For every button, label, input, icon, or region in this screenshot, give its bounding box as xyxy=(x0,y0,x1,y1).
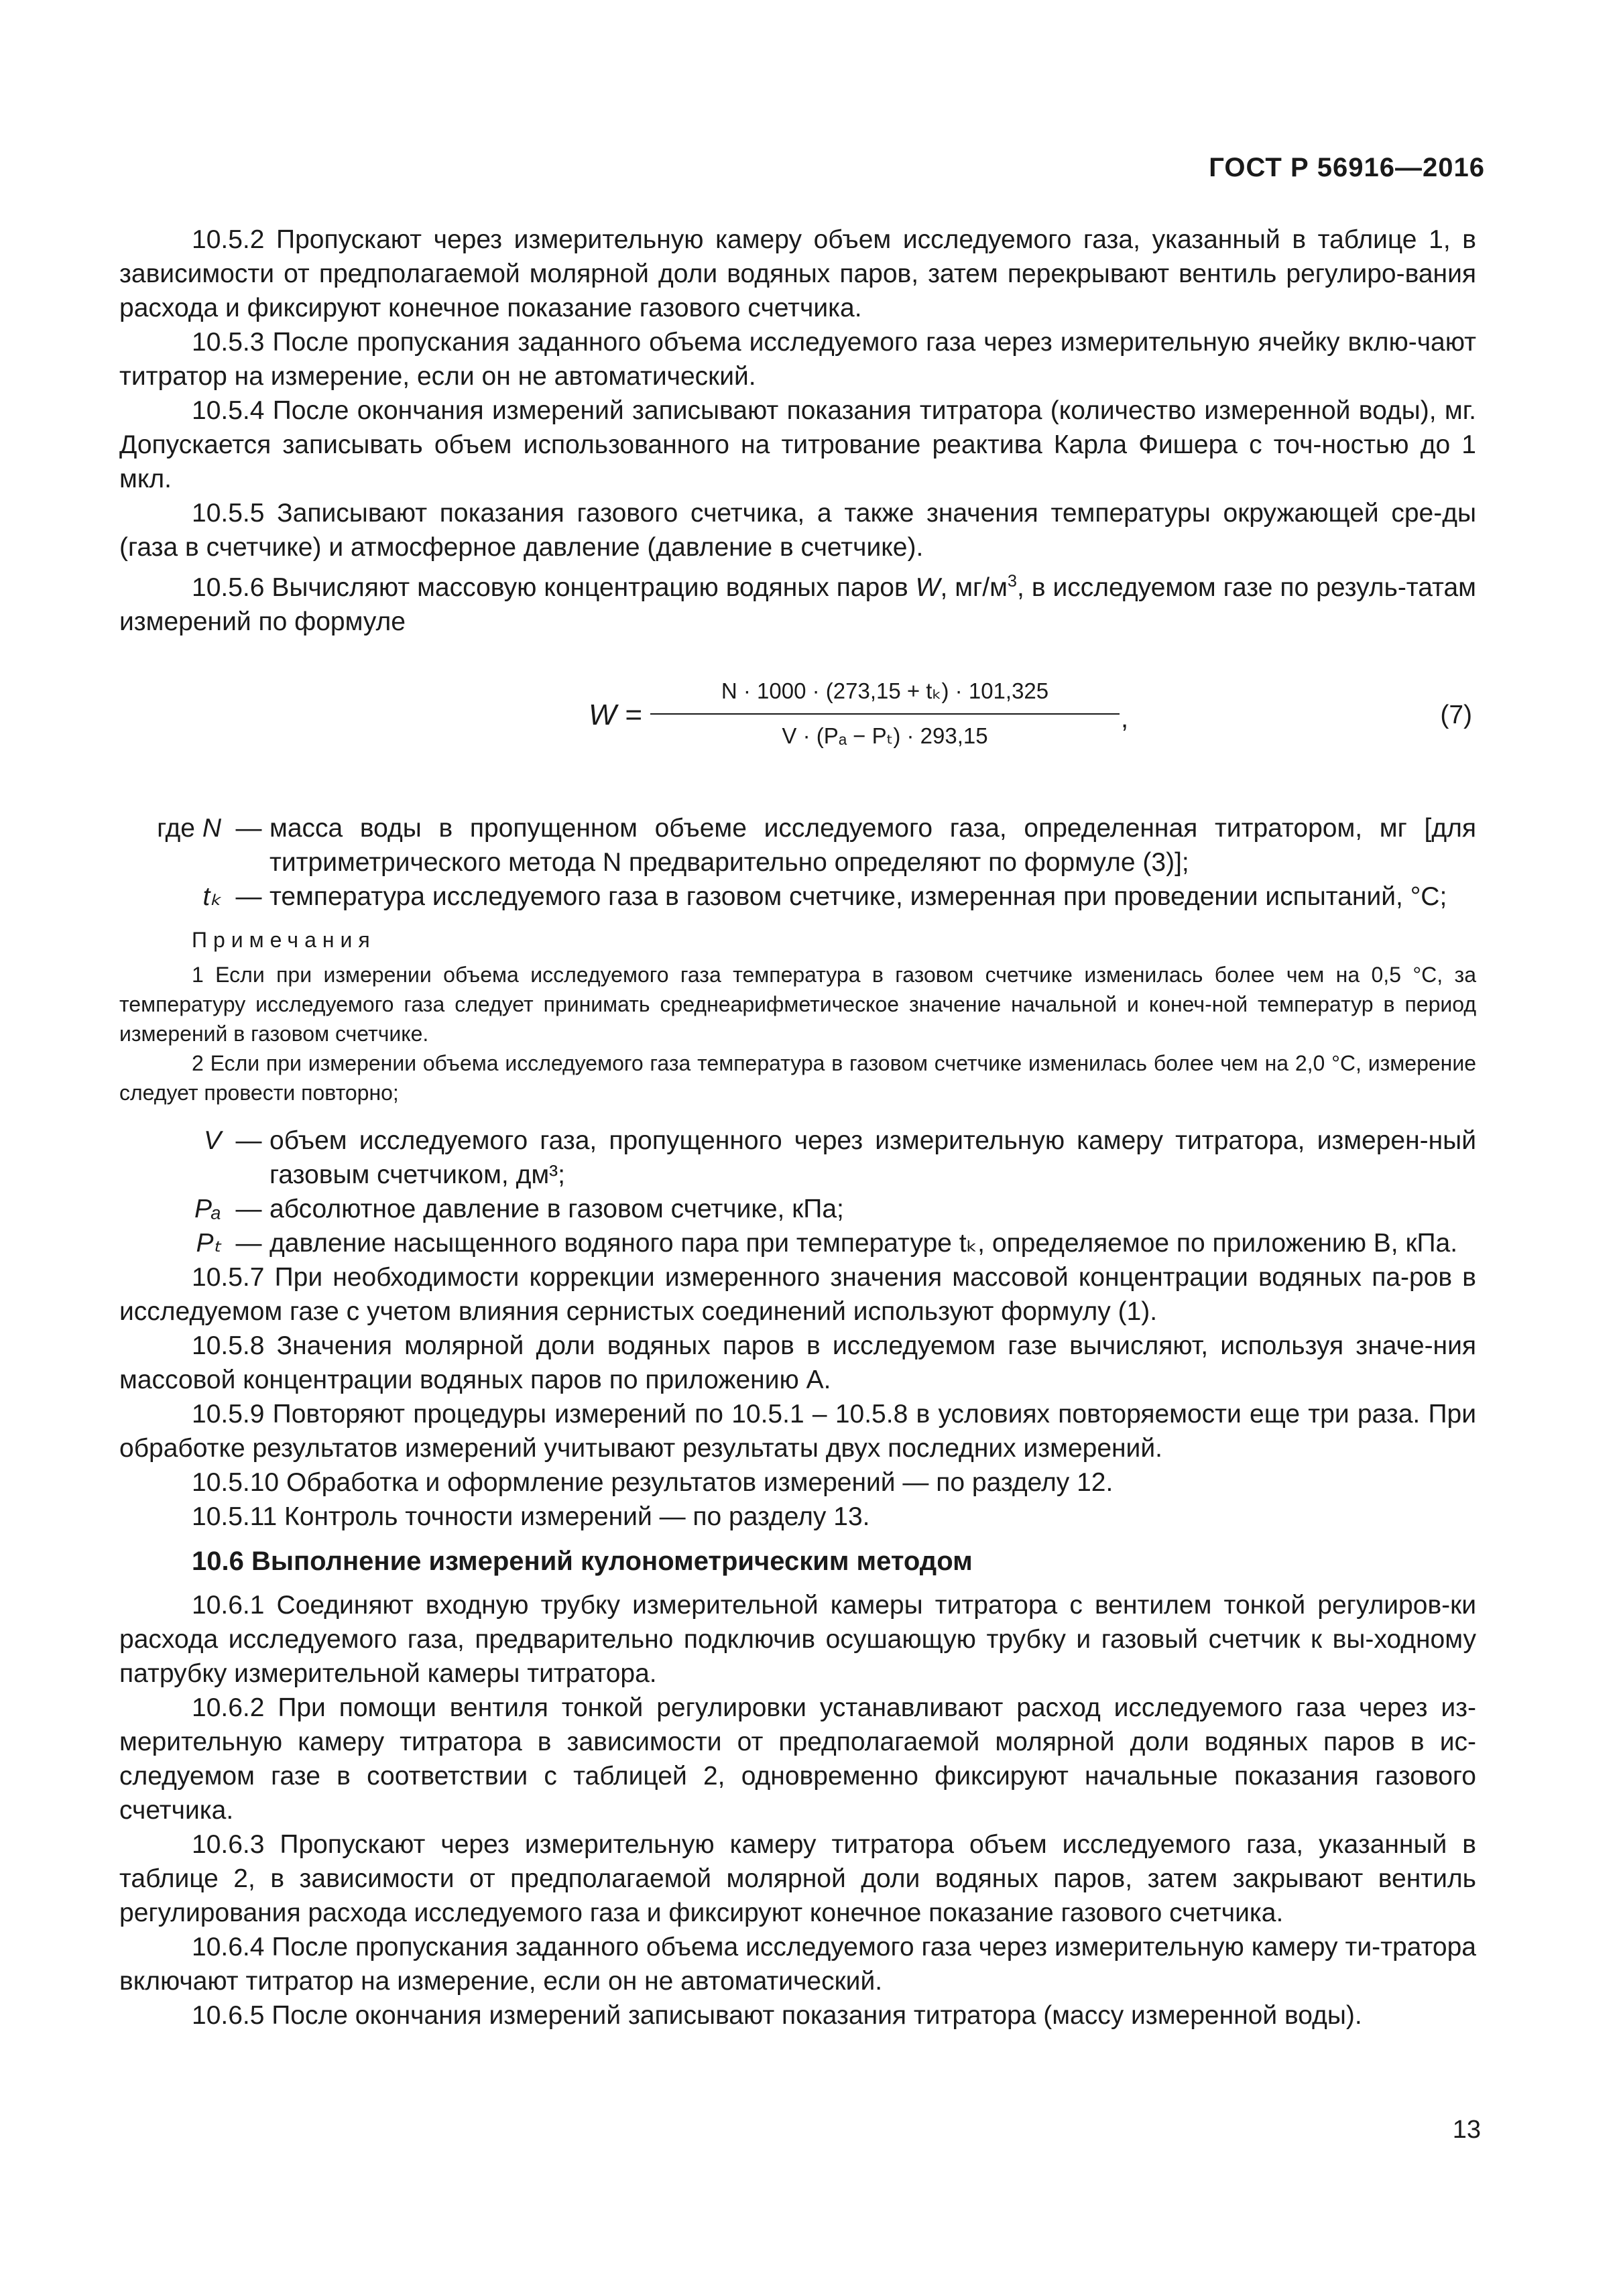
definition-row xyxy=(119,1124,1476,1192)
definitions-list-1 xyxy=(119,811,1476,914)
formula-lhs: W = xyxy=(589,699,642,731)
definition-row xyxy=(119,811,1476,880)
definition-desc: абсолютное давление в газовом счетчике, кПа; xyxy=(269,1195,844,1223)
paragraph-10-5-8: 10.5.8 Значения молярной доли водяных паров в исследуемом газе вычисляют, используя значе-ния массовой концентрации водяных паров по приложению А. xyxy=(119,1331,1476,1394)
document-id-header: ГОСТ Р 56916—2016 xyxy=(1209,153,1485,182)
definition-term: Pₜ xyxy=(196,1229,221,1258)
paragraph-10-5-5: 10.5.5 Записывают показания газового счетчика, а также значения температуры окружающей сре-ды (газа в счетчике) и атмосферное давление (давление в счетчике). xyxy=(119,499,1476,562)
p-10-5-6-var: W xyxy=(915,573,941,602)
definition-dash: — xyxy=(235,1195,262,1223)
p-10-5-6-after: , в исследуемом газе по резуль-татам измерений по формуле xyxy=(119,573,1476,636)
formula-denominator: V · (Pₐ − Pₜ) · 293,15 xyxy=(782,723,988,748)
paragraph-10-5-4: 10.5.4 После окончания измерений записывают показания титратора (количество измеренной воды), мг. Допускается записывать объем использованного на титрование реактива Карла Фишера с точ-ностью до 1 мкл. xyxy=(119,396,1476,493)
definition-row xyxy=(119,1192,1476,1226)
definition-dash: — xyxy=(235,1229,262,1258)
definition-desc: температура исследуемого газа в газовом счетчике, измеренная при проведении испытаний, °С; xyxy=(269,882,1447,911)
definition-desc: масса воды в пропущенном объеме исследуемого газа, определенная титратором, мг [для титриметрического метода N предварительно определяют по формуле (3)]; xyxy=(269,814,1476,877)
section-heading-10-6: 10.6 Выполнение измерений кулонометрическим методом xyxy=(192,1547,973,1576)
formula-numerator: N · 1000 · (273,15 + tₖ) · 101,325 xyxy=(650,674,1120,715)
paragraph-10-6-4: 10.6.4 После пропускания заданного объема исследуемого газа через измерительную камеру ти-тратора включают титратор на измерение, если он не автоматический. xyxy=(119,1933,1476,1996)
definition-dash: — xyxy=(235,1126,262,1155)
paragraph-10-5-6 xyxy=(119,564,1476,639)
paragraph-10-5-3: 10.5.3 После пропускания заданного объема исследуемого газа через измерительную ячейку вклю-чают титратор на измерение, если он не автоматический. xyxy=(119,328,1476,391)
page-number: 13 xyxy=(1452,2116,1481,2144)
paragraph-10-6-2: 10.6.2 При помощи вентиля тонкой регулировки устанавливают расход исследуемого газа через из-мерительную камеру титратора в зависимости от предполагаемой молярной доли водяных паров в ис-следуемом газе в соответствии с таблицей 2, одновременно фиксируют начальные показания газового счетчика. xyxy=(119,1693,1476,1825)
formula-fraction xyxy=(650,674,1120,753)
paragraph-10-5-2: 10.5.2 Пропускают через измерительную камеру объем исследуемого газа, указанный в таблице 1, в зависимости от предполагаемой молярной доли водяных паров, затем перекрывают вентиль регулиро-вания расхода и фиксируют конечное показание газового счетчика. xyxy=(119,225,1476,322)
paragraph-10-5-10: 10.5.10 Обработка и оформление результатов измерений — по разделу 12. xyxy=(192,1468,1114,1497)
paragraph-10-5-9: 10.5.9 Повторяют процедуры измерений по 10.5.1 – 10.5.8 в условиях повторяемости еще три раза. При обработке результатов измерений учитывают результаты двух последних измерений. xyxy=(119,1400,1476,1463)
document-body xyxy=(119,223,1476,2033)
paragraph-10-5-7: 10.5.7 При необходимости коррекции измеренного значения массовой концентрации водяных па-ров в исследуемом газе с учетом влияния сернистых соединений используют формулу (1). xyxy=(119,1263,1476,1326)
p-10-5-6-unit-sup: 3 xyxy=(1007,572,1018,591)
paragraph-10-5-11: 10.5.11 Контроль точности измерений — по разделу 13. xyxy=(192,1502,870,1531)
p-10-5-6-unit: , мг/м xyxy=(940,573,1008,602)
notes-title: Примечания xyxy=(192,928,376,952)
definition-term xyxy=(119,811,228,845)
definition-desc: объем исследуемого газа, пропущенного через измерительную камеру титратора, измерен-ный газовым счетчиком, дм³; xyxy=(269,1126,1476,1189)
definition-row xyxy=(119,1226,1476,1260)
definition-row xyxy=(119,880,1476,914)
definition-symbol: N xyxy=(202,814,221,843)
definition-dash: — xyxy=(235,882,262,911)
definitions-list-2 xyxy=(119,1124,1476,1260)
formula-7 xyxy=(119,664,1476,782)
paragraph-10-6-5: 10.6.5 После окончания измерений записывают показания титратора (массу измеренной воды). xyxy=(192,2001,1362,2030)
note-2: 2 Если при измерении объема исследуемого газа температура в газовом счетчике изменилась более чем на 2,0 °С, измерение следует провести повторно; xyxy=(119,1051,1476,1105)
definition-dash: — xyxy=(235,814,262,843)
paragraph-10-6-3: 10.6.3 Пропускают через измерительную камеру титратора объем исследуемого газа, указанный в таблице 2, в зависимости от предполагаемой молярной доли водяных паров, затем закрывают вентиль регулирования расхода исследуемого газа и фиксируют конечное показание газового счетчика. xyxy=(119,1830,1476,1927)
definition-term: V xyxy=(203,1126,221,1155)
note-1: 1 Если при измерении объема исследуемого газа температура в газовом счетчике изменилась более чем на 0,5 °С, за температуру исследуемого газа следует принимать среднеарифметическое значение начальной и конеч-ной температур в период измерений в газовом счетчике. xyxy=(119,963,1476,1046)
paragraph-10-6-1: 10.6.1 Соединяют входную трубку измерительной камеры титратора с вентилем тонкой регулиров-ки расхода исследуемого газа, предварительно подключив осушающую трубку и газовый счетчик к вы-ходному патрубку измерительной камеры титратора. xyxy=(119,1591,1476,1688)
definition-term: tₖ xyxy=(202,882,221,911)
definition-lead: где xyxy=(157,814,195,843)
formula-number: (7) xyxy=(1440,701,1472,729)
notes-block xyxy=(119,923,1476,1107)
p-10-5-6-before: 10.5.6 Вычисляют массовую концентрацию водяных паров xyxy=(192,573,916,602)
formula-comma: , xyxy=(1121,704,1129,733)
definition-term: Pₐ xyxy=(194,1195,221,1223)
definition-desc: давление насыщенного водяного пара при температуре tₖ, определяемое по приложению В, кПа. xyxy=(269,1229,1458,1258)
